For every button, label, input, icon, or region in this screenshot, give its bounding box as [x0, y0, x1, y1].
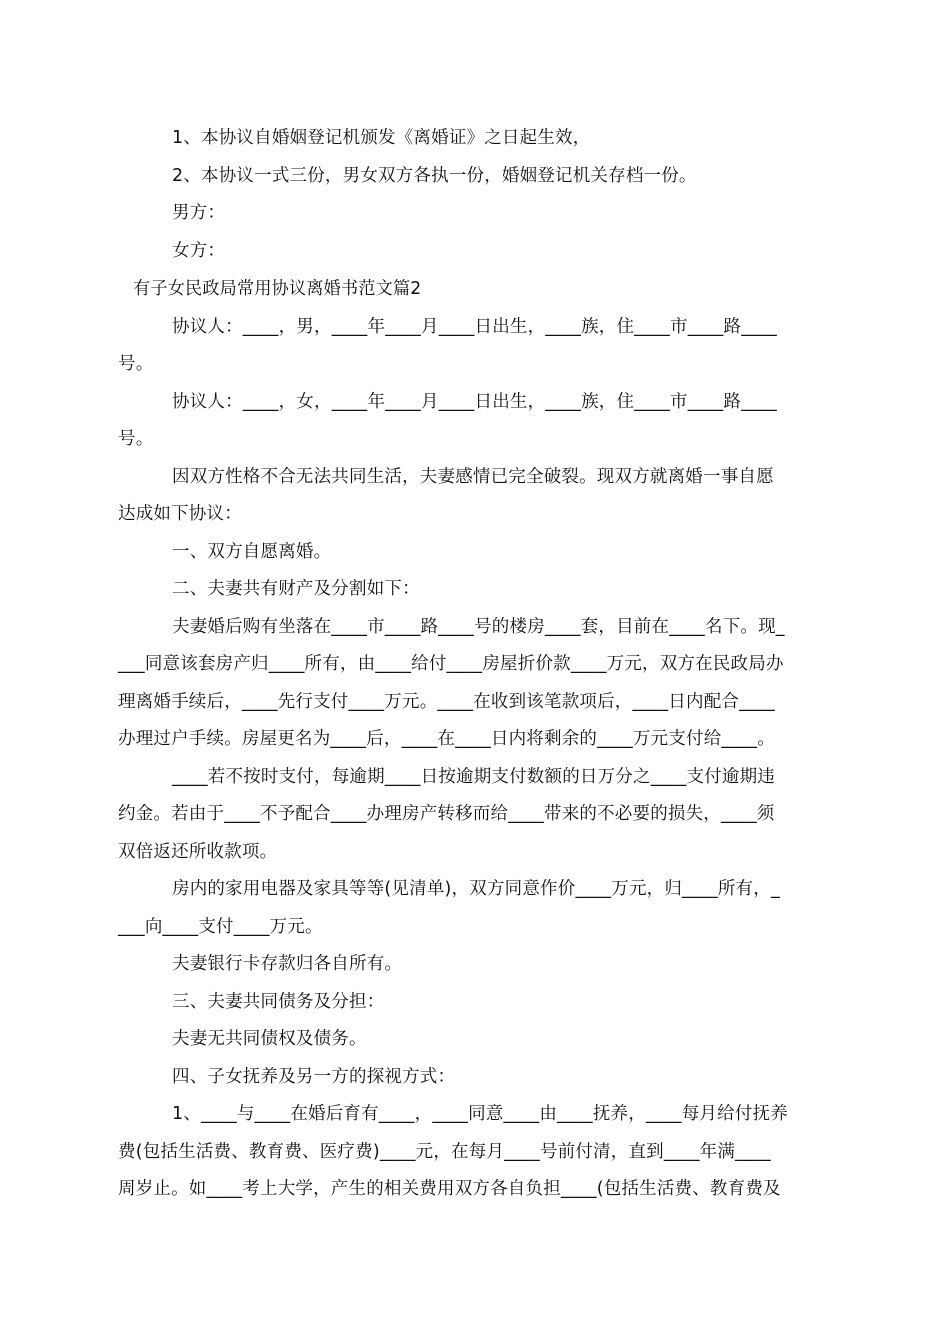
- paragraph-penalty-3: 双倍返还所收款项。: [118, 842, 278, 862]
- paragraph-house-3: 理离婚手续后，____先行支付____万元。____在收到该笔款项后，____日内配合____: [118, 692, 775, 712]
- paragraph-children-1: 1、____与____在婚后育有____，____同意____由____抚养，____每月给付抚养: [172, 1104, 788, 1124]
- party-male-line-end: 号。: [118, 354, 154, 374]
- paragraph-reason-end: 达成如下协议：: [118, 504, 242, 524]
- party-female-line: 协议人：____，女，____年____月____日出生，____族，住____市____路____: [172, 392, 777, 412]
- paragraph-house-4: 办理过户手续。房屋更名为____后，____在____日内将剩余的____万元支付给____。: [118, 729, 775, 749]
- clause-copies: 2、本协议一式三份，男女双方各执一份，婚姻登记机关存档一份。: [172, 166, 697, 186]
- signature-male: 男方：: [172, 203, 226, 223]
- heading-divorce: 一、双方自愿离婚。: [172, 542, 332, 562]
- paragraph-appliances-2: ___向____支付____万元。: [118, 917, 323, 937]
- paragraph-appliances-1: 房内的家用电器及家具等等(见清单)，双方同意作价____万元，归____所有，_: [172, 879, 780, 899]
- party-female-line-end: 号。: [118, 429, 154, 449]
- clause-effective: 1、本协议自婚姻登记机颁发《离婚证》之日起生效，: [172, 128, 591, 148]
- party-male-line: 协议人：____，男，____年____月____日出生，____族，住____市____路____: [172, 317, 777, 337]
- paragraph-penalty-1: ____若不按时支付，每逾期____日按逾期支付数额的日万分之____支付逾期违: [172, 767, 775, 787]
- paragraph-debts: 夫妻无共同债权及债务。: [172, 1029, 367, 1049]
- paragraph-bank: 夫妻银行卡存款归各自所有。: [172, 954, 403, 974]
- paragraph-penalty-2: 约金。若由于____不予配合____办理房产转移而给____带来的不必要的损失，____须: [118, 804, 775, 824]
- paragraph-house-1: 夫妻婚后购有坐落在____市____路____号的楼房____套，目前在____名下。现_: [172, 617, 785, 637]
- section-title: 有子女民政局常用协议离婚书范文篇2: [133, 279, 422, 299]
- signature-female: 女方：: [172, 241, 226, 261]
- heading-debts: 三、夫妻共同债务及分担：: [172, 992, 385, 1012]
- paragraph-children-3: 周岁止。如____考上大学，产生的相关费用双方各自负担____(包括生活费、教育费及: [118, 1179, 781, 1199]
- paragraph-children-2: 费(包括生活费、教育费、医疗费)____元，在每月____号前付清，直到____年满____: [118, 1142, 771, 1162]
- heading-children: 四、子女抚养及另一方的探视方式：: [172, 1067, 456, 1087]
- paragraph-reason: 因双方性格不合无法共同生活，夫妻感情已完全破裂。现双方就离婚一事自愿: [172, 467, 774, 487]
- paragraph-house-2: ___同意该套房产归____所有，由____给付____房屋折价款____万元，双方在民政局办: [118, 654, 784, 674]
- heading-property: 二、夫妻共有财产及分割如下：: [172, 579, 420, 599]
